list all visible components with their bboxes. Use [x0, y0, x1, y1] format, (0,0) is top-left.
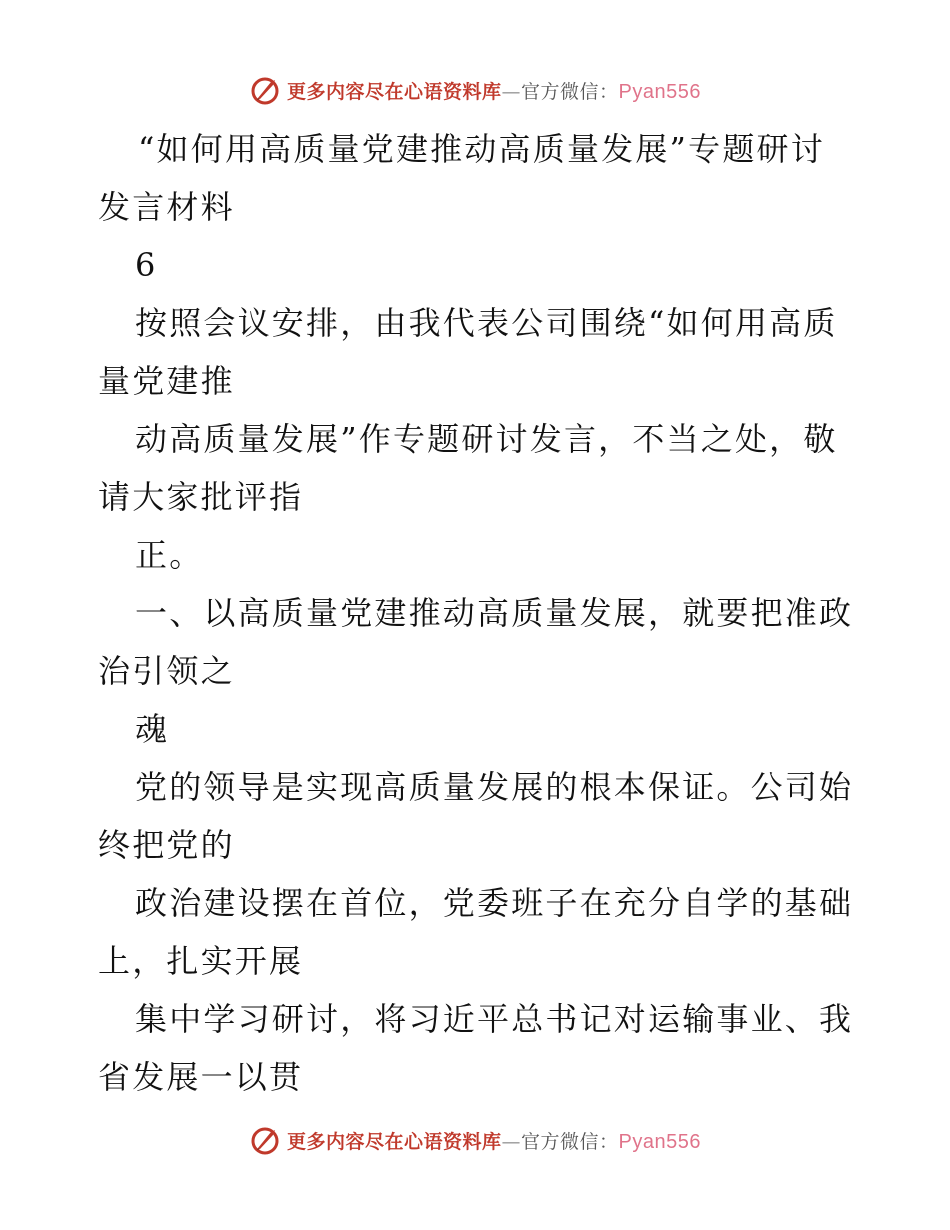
- text-line: 治引领之: [98, 652, 235, 690]
- quill-pen-logo-icon: [249, 74, 281, 106]
- text-line: 请大家批评指: [98, 478, 304, 516]
- text-line: 动高质量发展”作专题研讨发言，不当之处，敬: [135, 420, 838, 458]
- text-line: 6: [135, 246, 158, 284]
- text-line: 正。: [135, 536, 204, 574]
- banner-wechat-id: Pyan556: [618, 80, 701, 103]
- text-line: 魂: [135, 710, 170, 748]
- text-line: 集中学习研讨，将习近平总书记对运输事业、我: [135, 1000, 854, 1038]
- banner-brand: 更多内容尽在心语资料库: [287, 1130, 502, 1153]
- text-line: 量党建推: [98, 362, 235, 400]
- text-line: 按照会议安排，由我代表公司围绕“如何用高质: [135, 304, 838, 342]
- text-line: 党的领导是实现高质量发展的根本保证。公司始: [135, 768, 854, 806]
- text-line: 省发展一以贯: [98, 1058, 304, 1096]
- banner-wechat-label: 官方微信：: [521, 1130, 619, 1153]
- text-line: 发言材料: [98, 188, 235, 226]
- banner-wechat-label: 官方微信：: [521, 80, 619, 103]
- footer-watermark-banner: [0, 1120, 950, 1160]
- banner-wechat-id: Pyan556: [618, 1130, 701, 1153]
- text-line: 一、以高质量党建推动高质量发展，就要把准政: [135, 594, 854, 632]
- document-body: [98, 120, 858, 1106]
- banner-text: [287, 77, 701, 104]
- text-line: “如何用高质量党建推动高质量发展”专题研讨: [138, 130, 825, 168]
- banner-dash: —: [501, 1130, 522, 1153]
- text-line: 上，扎实开展: [98, 942, 304, 980]
- banner-brand: 更多内容尽在心语资料库: [287, 80, 502, 103]
- text-line: 政治建设摆在首位，党委班子在充分自学的基础: [135, 884, 854, 922]
- banner-text: [287, 1127, 701, 1154]
- header-watermark-banner: [0, 70, 950, 110]
- banner-dash: —: [501, 80, 522, 103]
- quill-pen-logo-icon: [249, 1124, 281, 1156]
- text-line: 终把党的: [98, 826, 235, 864]
